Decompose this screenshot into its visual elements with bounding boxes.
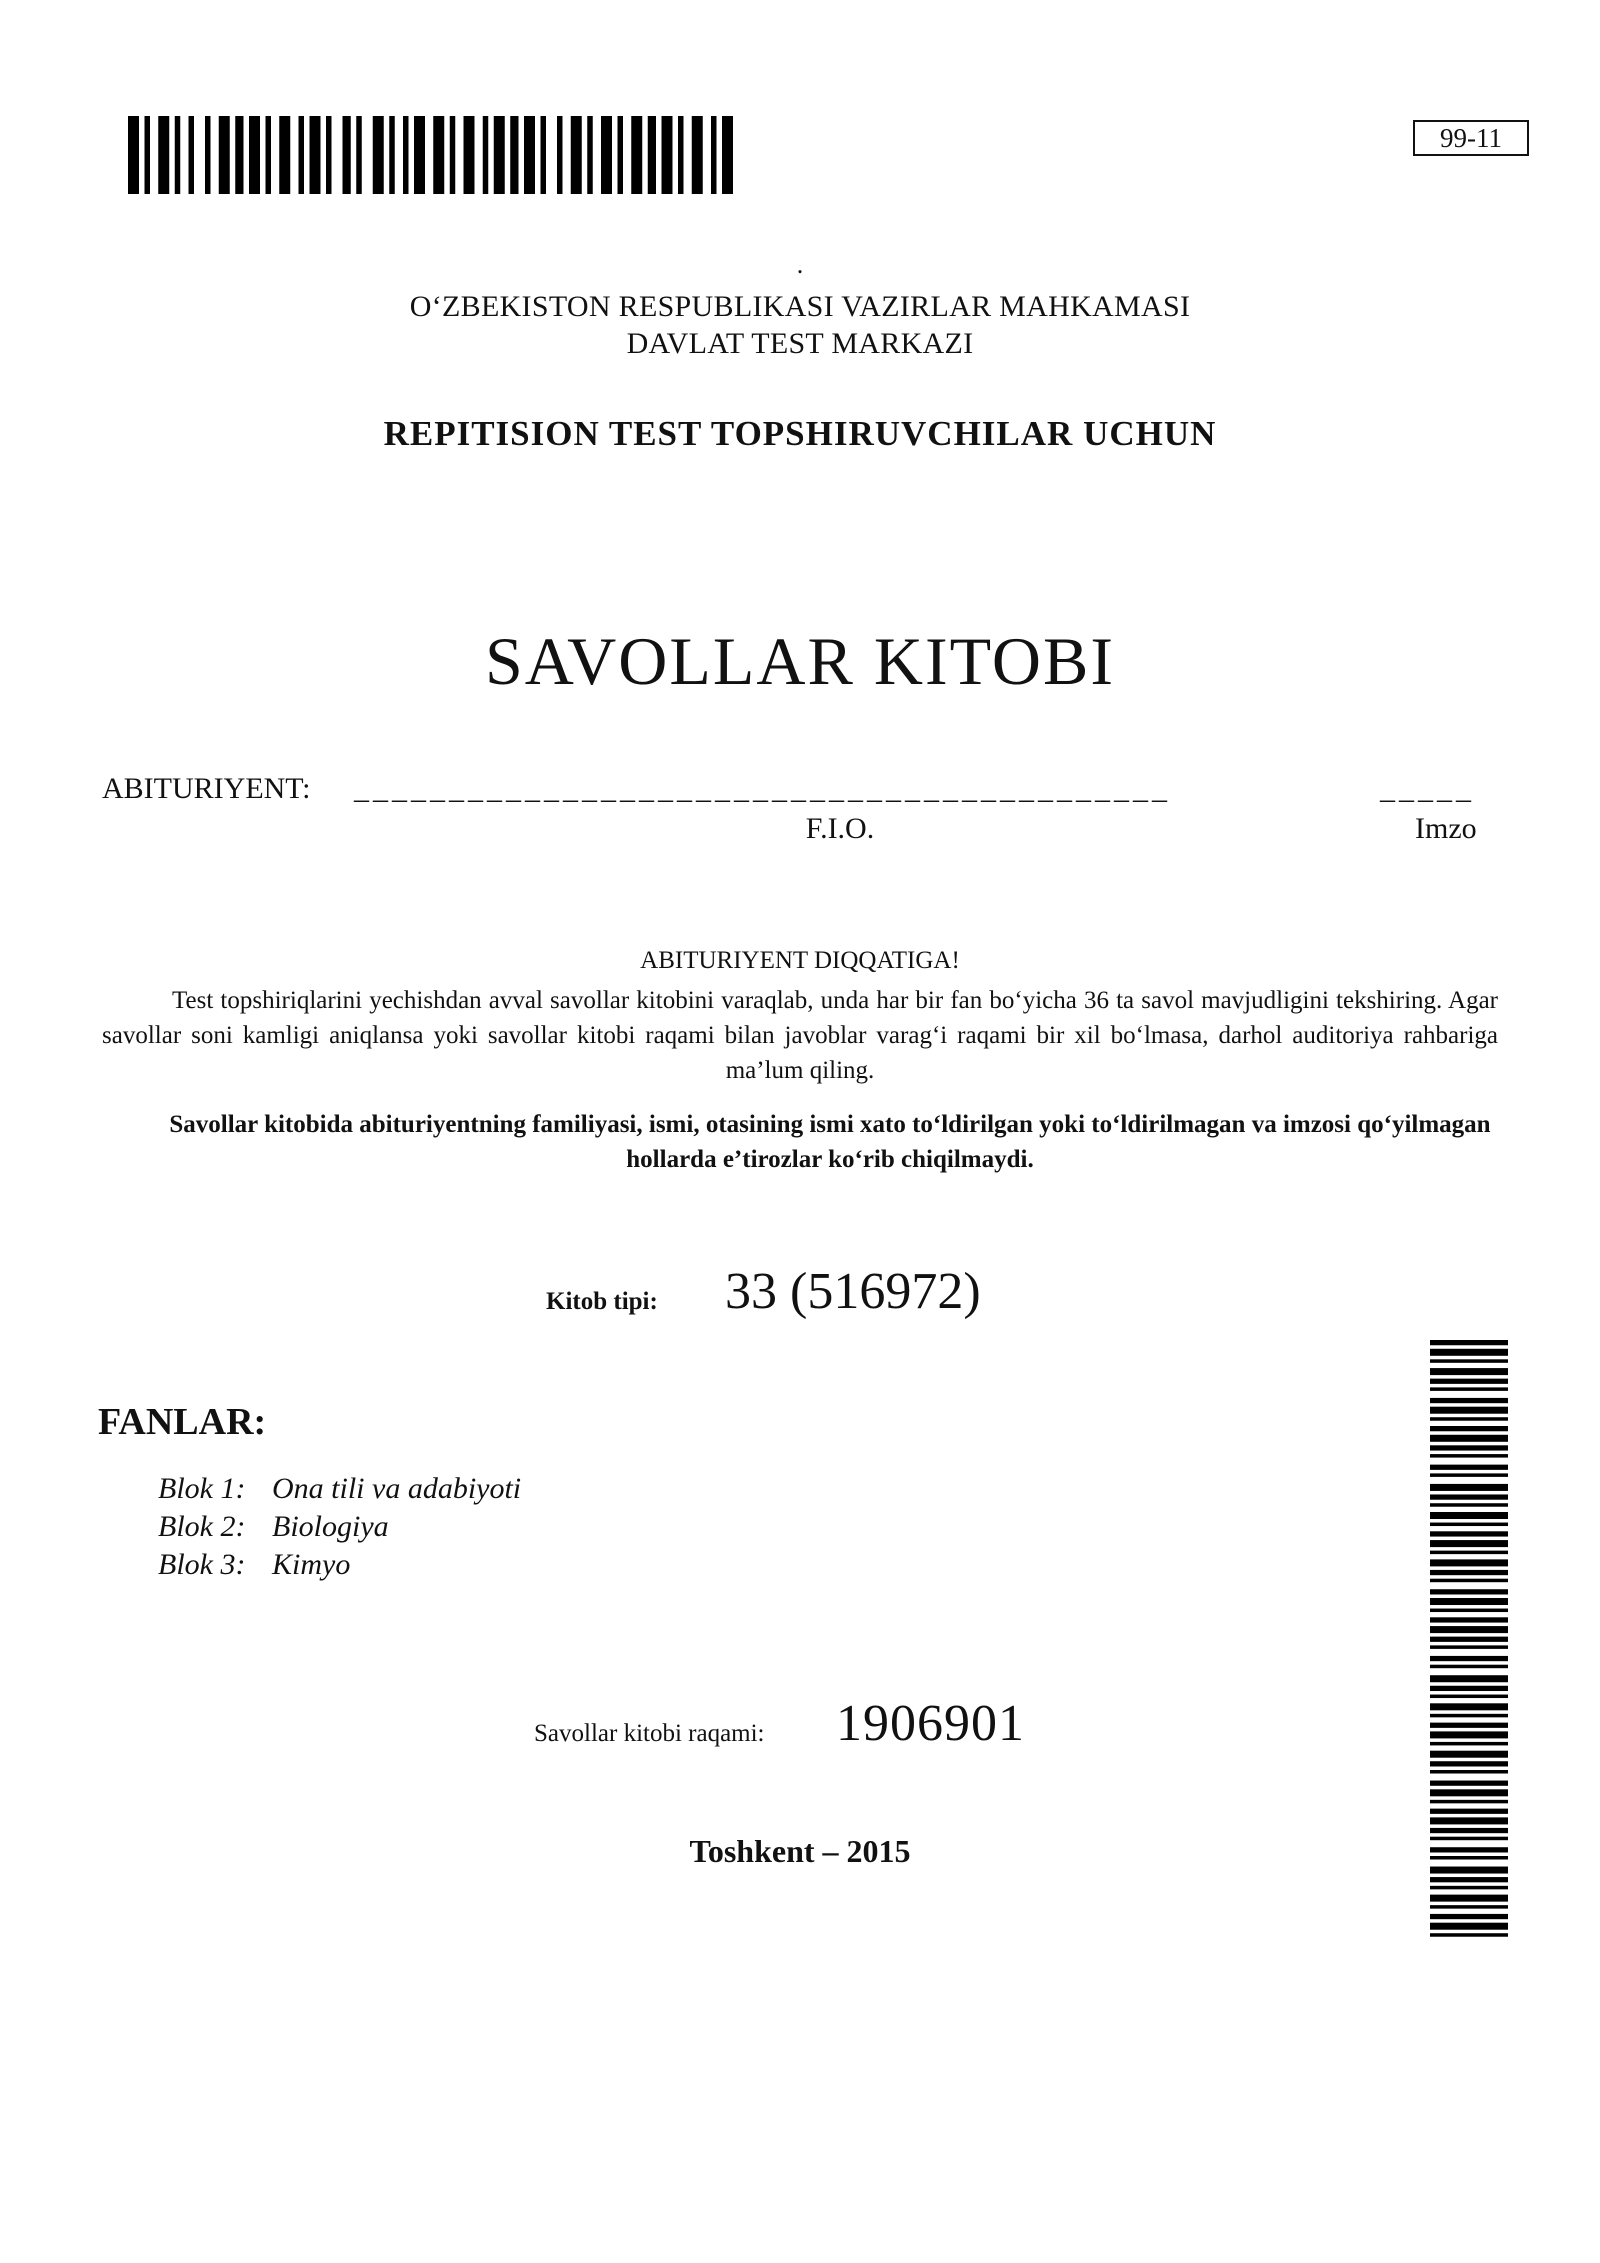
barcode-bar (1430, 1742, 1508, 1746)
footer-city-year: Toshkent – 2015 (689, 1833, 911, 1869)
top-dot: . (796, 250, 804, 279)
name-caption: F.I.O. (805, 812, 875, 845)
barcode-bar (1430, 1617, 1508, 1622)
barcode-bar (1430, 1886, 1508, 1890)
barcode-bar (433, 116, 444, 194)
subject-item (158, 1472, 521, 1506)
barcode-bar (1430, 1828, 1508, 1833)
barcode-bar (128, 116, 139, 194)
applicant-name-field: ___________________________________________ (354, 772, 1171, 805)
barcode-bar (1430, 1751, 1508, 1758)
barcode-bar (373, 116, 384, 194)
barcode-bar (1430, 1570, 1508, 1575)
notice-warning: Savollar kitobida abituriyentning familiyasi, ismi, otasining ismi xato to‘ldirilgan yoki to‘ldirilmagan va imzosi qo‘yilmagan hollarda e’tirozlar ko‘rib chiqilmaydi. (169, 1111, 1491, 1173)
barcode-bar (1430, 1933, 1508, 1937)
barcode-bar (541, 116, 547, 194)
barcode-bar (414, 116, 425, 194)
book-type-label: Kitob tipi: (546, 1288, 658, 1315)
barcode-bar (1430, 1723, 1508, 1728)
barcode-bar (1430, 1856, 1508, 1860)
barcode-bar (389, 116, 395, 194)
barcode-bar (618, 116, 624, 194)
barcode-bar (326, 116, 332, 194)
barcode-bar (1430, 1368, 1508, 1375)
barcode-bar (1430, 1426, 1508, 1431)
barcode-bar (1430, 1609, 1508, 1613)
subject-block-label: Blok 2: (158, 1510, 246, 1543)
barcode-bar (1430, 1551, 1508, 1555)
barcode-bar (1430, 1407, 1508, 1414)
barcode-bar (1430, 1579, 1508, 1583)
book-type-value: 33 (516972) (725, 1263, 981, 1320)
barcode-bar (1430, 1473, 1508, 1477)
barcode-bar (1430, 1340, 1508, 1345)
subject-name: Biologiya (272, 1510, 389, 1543)
barcode-bar (1430, 1914, 1508, 1919)
book-number-value: 1906901 (836, 1695, 1025, 1752)
barcode-bar (1430, 1695, 1508, 1699)
barcode-bar (1430, 1540, 1508, 1547)
barcode-bar (1430, 1877, 1508, 1882)
barcode-side (1430, 1340, 1508, 1942)
barcode-top (128, 116, 733, 194)
barcode-bar (678, 116, 684, 194)
barcode-bar (1430, 1817, 1508, 1824)
barcode-bar (1430, 1800, 1508, 1804)
barcode-bar (557, 116, 563, 194)
barcode-bar (299, 116, 305, 194)
barcode-bar (601, 116, 612, 194)
barcode-bar (662, 116, 673, 194)
barcode-bar (1430, 1379, 1508, 1384)
barcode-bar (1430, 1523, 1508, 1527)
barcode-bar (1430, 1895, 1508, 1902)
barcode-bar (1430, 1686, 1508, 1691)
barcode-bar (403, 116, 409, 194)
barcode-bar (1430, 1445, 1508, 1450)
barcode-bar (1430, 1417, 1508, 1421)
barcode-bar (524, 116, 535, 194)
barcode-bar (494, 116, 505, 194)
subject-item (158, 1510, 389, 1544)
barcode-bar (1430, 1847, 1508, 1852)
barcode-bar (1430, 1809, 1508, 1814)
barcode-bar (1430, 1387, 1508, 1391)
organization-name: O‘ZBEKISTON RESPUBLIKASI VAZIRLAR MAHKAMASI (409, 290, 1191, 323)
barcode-bar (1430, 1454, 1508, 1458)
barcode-bar (1430, 1703, 1508, 1710)
barcode-bar (1430, 1494, 1508, 1499)
barcode-bar (1430, 1714, 1508, 1718)
barcode-bar (1430, 1770, 1508, 1774)
barcode-bar (1430, 1675, 1508, 1682)
barcode-bar (1430, 1761, 1508, 1766)
barcode-bar (235, 116, 243, 194)
barcode-bar (711, 116, 717, 194)
barcode-bar (1430, 1645, 1508, 1649)
barcode-bar (205, 116, 211, 194)
barcode-bar (219, 116, 230, 194)
barcode-bar (1430, 1512, 1508, 1519)
barcode-bar (1430, 1867, 1508, 1874)
applicant-signature-field: _____ (1380, 772, 1475, 805)
subjects-title: FANLAR: (98, 1401, 267, 1443)
signature-caption: Imzo (1415, 812, 1477, 845)
notice-title: ABITURIYENT DIQQATIGA! (640, 947, 960, 974)
barcode-bar (1430, 1923, 1508, 1930)
barcode-bar (1430, 1789, 1508, 1796)
barcode-bar (356, 116, 362, 194)
subject-name: Ona tili va adabiyoti (272, 1472, 522, 1505)
barcode-bar (266, 116, 272, 194)
barcode-bar (1430, 1503, 1508, 1507)
barcode-bar (1430, 1626, 1508, 1633)
barcode-bar (343, 116, 351, 194)
barcode-bar (510, 116, 518, 194)
barcode-bar (648, 116, 656, 194)
subject-block-label: Blok 3: (158, 1548, 246, 1581)
page-title: SAVOLLAR KITOBI (484, 623, 1116, 699)
barcode-bar (175, 116, 181, 194)
barcode-bar (722, 116, 733, 194)
test-subtitle: REPITISION TEST TOPSHIRUVCHILAR UCHUN (383, 414, 1217, 453)
applicant-label: ABITURIYENT: (102, 772, 311, 805)
barcode-bar (1430, 1435, 1508, 1442)
barcode-bar (145, 116, 151, 194)
barcode-bar (1430, 1531, 1508, 1536)
barcode-bar (1430, 1359, 1508, 1363)
barcode-bar (464, 116, 475, 194)
barcode-bar (1430, 1837, 1508, 1841)
barcode-bar (483, 116, 489, 194)
barcode-bar (587, 116, 593, 194)
subject-name: Kimyo (272, 1548, 351, 1581)
barcode-bar (1430, 1465, 1508, 1470)
notice-text: Test topshiriqlarini yechishdan avval savollar kitobini varaqlab, unda har bir fan bo‘yicha 36 ta savol mavjudligini tekshiring. Agar savollar soni kamligi aniqlansa yoki savollar kitobi raqami bilan javoblar varag‘i raqami bir xil bo‘lmasa, darhol auditoriya rahbariga ma’lum qiling. (102, 987, 1498, 1084)
barcode-bar (1430, 1559, 1508, 1566)
booklet-code-box: 99-11 (1413, 120, 1529, 156)
barcode-bar (1430, 1398, 1508, 1403)
barcode-bar (631, 116, 642, 194)
notice-body (102, 983, 1498, 1088)
barcode-bar (1430, 1731, 1508, 1738)
barcode-bar (249, 116, 260, 194)
barcode-bar (1430, 1637, 1508, 1642)
barcode-bar (1430, 1349, 1508, 1356)
subject-item (158, 1548, 350, 1582)
barcode-bar (450, 116, 456, 194)
barcode-bar (1430, 1484, 1508, 1491)
barcode-bar (189, 116, 195, 194)
barcode-bar (1430, 1598, 1508, 1605)
barcode-bar (1430, 1905, 1508, 1909)
organization-department: DAVLAT TEST MARKAZI (626, 327, 974, 360)
barcode-bar (692, 116, 703, 194)
barcode-bar (1430, 1656, 1508, 1661)
barcode-bar (571, 116, 582, 194)
barcode-bar (1430, 1665, 1508, 1669)
barcode-bar (1430, 1781, 1508, 1786)
subject-block-label: Blok 1: (158, 1472, 246, 1505)
barcode-bar (1430, 1589, 1508, 1594)
book-number-label: Savollar kitobi raqami: (534, 1720, 765, 1747)
barcode-bar (279, 116, 290, 194)
barcode-bar (158, 116, 169, 194)
barcode-bar (310, 116, 321, 194)
